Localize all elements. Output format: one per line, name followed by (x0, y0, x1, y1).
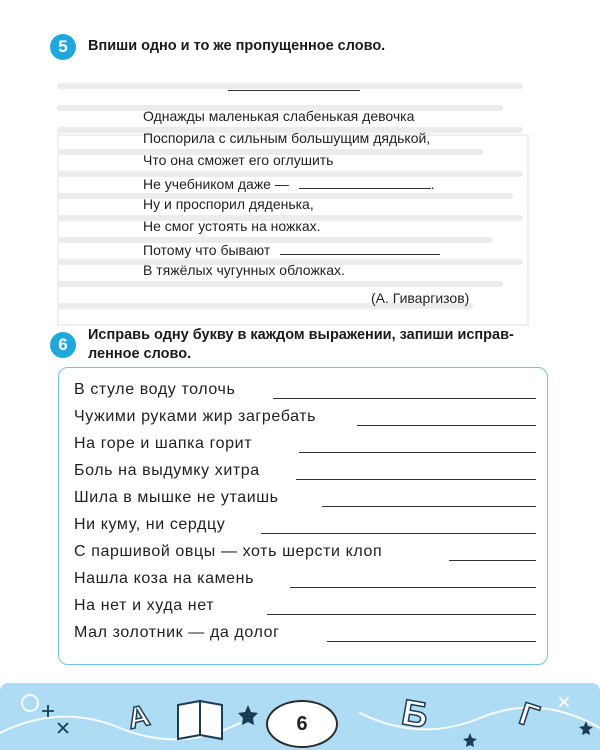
expression-row: Нашла коза на камень (74, 570, 255, 587)
poem-line: Не смог устоять на ножках. (143, 218, 321, 234)
expression-row: Боль на выдумку хитра (74, 462, 260, 479)
answer-line-5[interactable] (322, 506, 536, 507)
expression-row: На нет и худа нет (74, 597, 215, 614)
answer-line-4[interactable] (296, 479, 536, 480)
task-6-instruction-line1: Исправь одну букву в каждом выражении, запиши исправ- (88, 327, 514, 343)
expression-row: Чужими руками жир загребать (74, 408, 317, 425)
task-6-instruction-line2: ленное слово. (88, 346, 192, 362)
poem-line-text: Не учебником даже — (143, 176, 289, 192)
answer-line-10[interactable] (327, 641, 536, 642)
book-icon (178, 701, 222, 739)
answer-line-2[interactable] (357, 425, 536, 426)
poem-line: Ну и проспорил дяденька, (143, 196, 314, 212)
expression-row: С паршивой овцы — хоть шерсти клоп (74, 543, 383, 560)
footer-letter-g: Г (515, 695, 544, 735)
expression-row: Мал золотник — да долог (74, 624, 280, 641)
task-5-number-badge: 5 (50, 34, 76, 60)
poem-line: Поспорила с сильным большущим дядькой, (143, 130, 431, 146)
poem-line-text: Потому что бывают (143, 242, 271, 258)
answer-line-8[interactable] (290, 587, 536, 588)
answer-line-6[interactable] (261, 533, 536, 534)
expression-row: В стуле воду толочь (74, 381, 236, 398)
answer-line-7[interactable] (449, 560, 536, 561)
footer-letter-b: Б (398, 691, 432, 736)
answer-line-1[interactable] (273, 398, 536, 399)
poem-blank-2[interactable] (280, 240, 440, 255)
expression-row: Шила в мышке не утаишь (74, 489, 279, 506)
expression-row: Ни куму, ни сердцу (74, 516, 226, 533)
answer-line-9[interactable] (267, 614, 536, 615)
task-6-number-badge: 6 (50, 332, 76, 358)
poem-author: (А. Гиваргизов) (371, 290, 470, 306)
poem-line: Однажды маленькая слабенькая девочка (143, 108, 415, 124)
task-5-instruction: Впиши одно и то же пропущенное слово. (88, 38, 386, 54)
expression-row: На горе и шапка горит (74, 435, 253, 452)
poem-line: Не учебником даже — . (143, 176, 435, 192)
answer-line-3[interactable] (299, 452, 536, 453)
page-number: 6 (266, 700, 338, 748)
footer-letter-a: А (124, 699, 153, 736)
poem-line (143, 240, 440, 258)
task-5-title-blank[interactable] (228, 76, 360, 91)
poem-line: Что она сможет его оглушить (143, 152, 334, 168)
poem-blank-1[interactable] (299, 174, 431, 189)
poem-line: В тяжёлых чугунных обложках. (143, 262, 345, 278)
